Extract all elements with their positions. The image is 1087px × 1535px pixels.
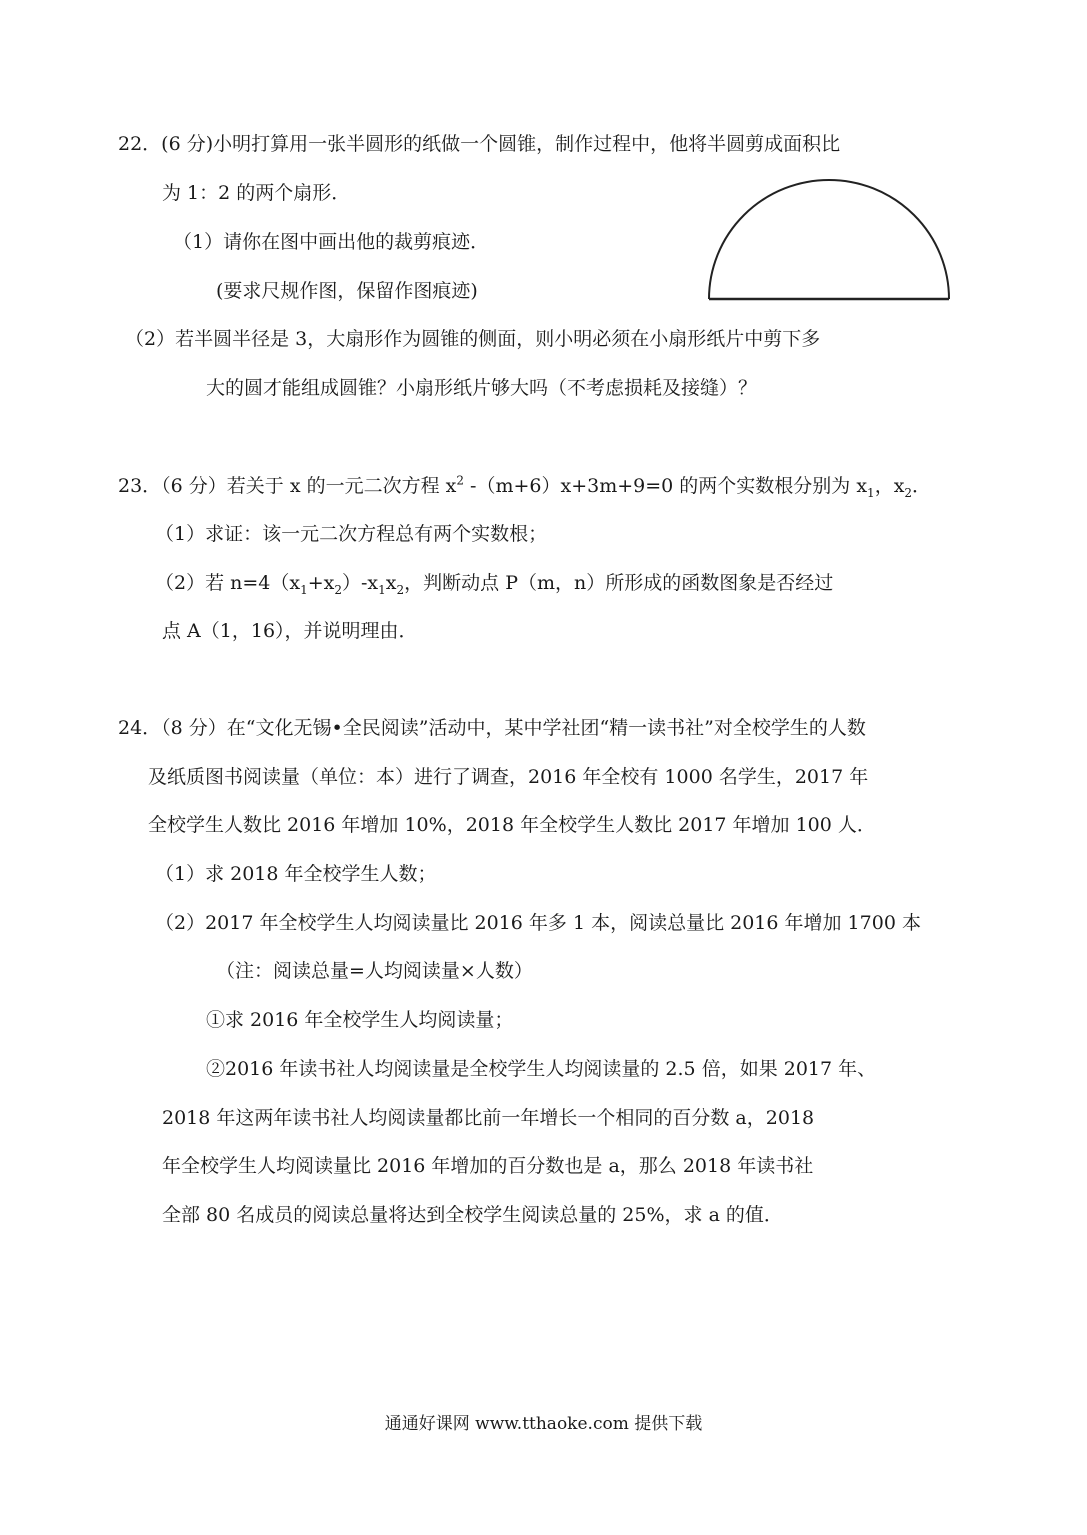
q24-sub1: ①求 2016 年全校学生人均阅读量；	[206, 1009, 514, 1031]
q22-part1: （1）请你在图中画出他的裁剪痕迹．	[173, 231, 490, 253]
q23-part2: （2）若 $n=4(x_1+x_2)-x_1x_2$，判断动点 P（m，n）所形成的函数图象是否经过	[155, 572, 834, 597]
semicircle-arc	[709, 180, 949, 299]
q22-part1-note: (要求尺规作图，保留作图痕迹)	[216, 280, 478, 302]
q24-sub2-line3: 年全校学生人均阅读量比 2016 年增加的百分数也是 a，那么 2018 年读书社	[162, 1155, 814, 1177]
q24-line2: 及纸质图书阅读量（单位：本）进行了调查，2016 年全校有 1000 名学生，2017 年	[148, 766, 869, 788]
q23-header: 23．（6 分）若关于 x 的一元二次方程 $x^2$ -（m+6）x+3m+9=0 的两个实数根分别为 $x_1$，$x_2$．	[118, 473, 932, 500]
q24-part2-note: （注：阅读总量=人均阅读量×人数）	[216, 960, 533, 982]
q23-part1: （1）求证：该一元二次方程总有两个实数根；	[155, 523, 548, 545]
q22-header: 22．(6 分)小明打算用一张半圆形的纸做一个圆锥，制作过程中，他将半圆剪成面积比	[118, 133, 841, 155]
q24-sub2-line2: 2018 年这两年读书社人均阅读量都比前一年增长一个相同的百分数 a，2018	[162, 1107, 815, 1129]
q24-line3: 全校学生人数比 2016 年增加 10%，2018 年全校学生人数比 2017 年增加 100 人．	[148, 814, 876, 836]
q24-part1: （1）求 2018 年全校学生人数；	[155, 863, 437, 885]
q22-part2: （2）若半圆半径是 3，大扇形作为圆锥的侧面，则小明必须在小扇形纸片中剪下多	[125, 328, 821, 350]
q22-part2-continued: 大的圆才能组成圆锥？小扇形纸片够大吗（不考虑损耗及接缝）？	[206, 377, 758, 399]
q24-header: 24．（8 分）在“文化无锡•全民阅读”活动中，某中学社团“精一读书社”对全校学生的人数	[118, 717, 866, 739]
q23-part2-continued: 点 A（1，16），并说明理由．	[162, 620, 418, 642]
q24-part2: （2）2017 年全校学生人均阅读量比 2016 年多 1 本，阅读总量比 2016 年增加 1700 本	[155, 912, 921, 934]
q24-sub2-line1: ②2016 年读书社人均阅读量是全校学生人均阅读量的 2.5 倍，如果 2017 年、	[206, 1058, 877, 1080]
semicircle-figure	[705, 176, 955, 304]
footer-source: 通通好课网 www.tthaoke.com 提供下载	[384, 1414, 703, 1434]
q24-sub2-line4: 全部 80 名成员的阅读总量将达到全校学生阅读总量的 25%，求 a 的值．	[162, 1204, 783, 1226]
q22-header-continued: 为 1：2 的两个扇形．	[162, 182, 351, 204]
